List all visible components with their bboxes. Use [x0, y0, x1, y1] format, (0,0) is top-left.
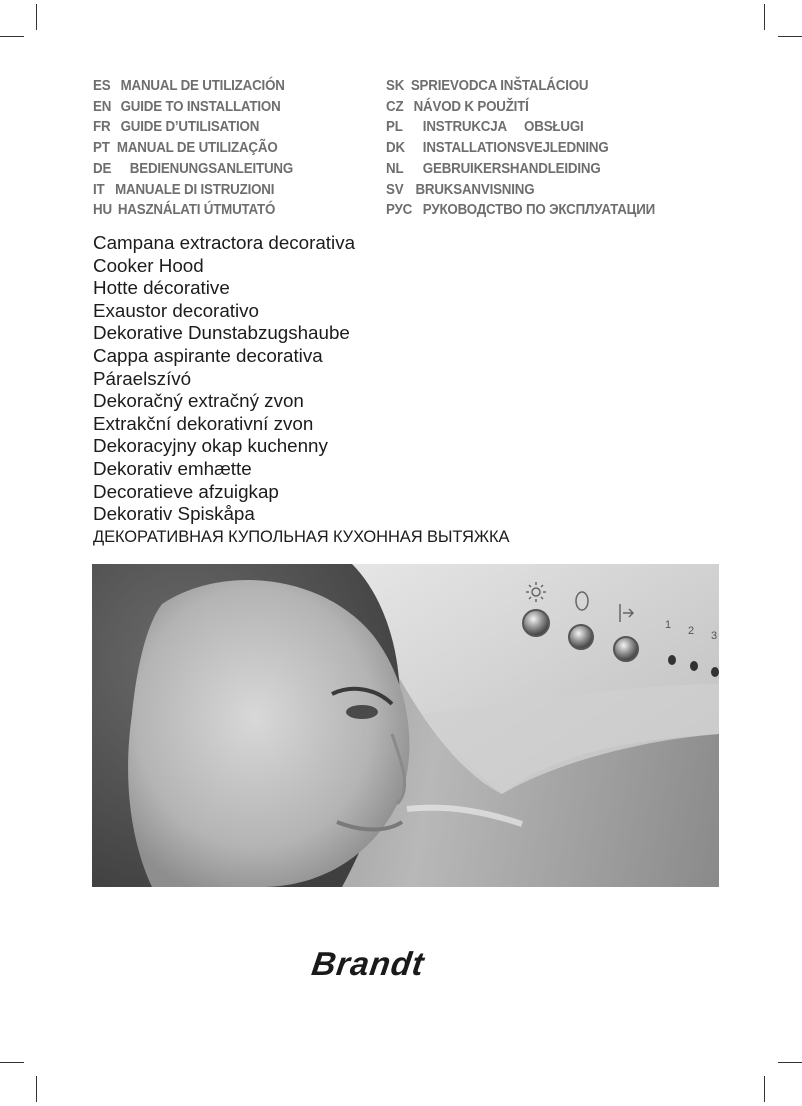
product-title: Campana extractora decorativa	[93, 232, 356, 253]
language-entry: IT MANUALE DI ISTRUZIONI	[93, 181, 275, 198]
product-title: Dekorativ Spiskåpa	[93, 503, 255, 525]
cover-photo	[92, 564, 719, 887]
product-title: Páraelszívó	[93, 367, 192, 389]
product-title: Cooker Hood	[93, 254, 204, 276]
language-entry: DE BEDIENUNGSANLEITUNG	[93, 160, 294, 177]
speed-label-1: 1	[665, 619, 672, 631]
language-entry: ES MANUAL DE UTILIZACIÓN	[93, 78, 285, 94]
brand-logo: Brandt	[309, 945, 428, 982]
crop-mark	[764, 4, 765, 30]
product-title: Dekorative Dunstabzugshaube	[93, 322, 350, 344]
power-button	[569, 625, 593, 649]
product-title: Exaustor decorativo	[93, 299, 259, 321]
language-list-left	[93, 76, 310, 221]
crop-mark	[36, 4, 37, 30]
product-title: Decoratieve afzuigkap	[93, 480, 279, 502]
language-list-right	[386, 76, 678, 221]
language-entry: DK INSTALLATIONSVEJLEDNING	[386, 140, 609, 157]
speed-button	[614, 637, 638, 661]
product-title: Dekoracyjny okap kuchenny	[93, 435, 328, 457]
led-indicator	[711, 667, 719, 677]
crop-mark	[0, 36, 24, 37]
eye	[346, 705, 378, 719]
language-entry: РУС РУКОВОДСТВО ПО ЭКСПЛУАТАЦИИ	[386, 202, 656, 219]
language-entry: NL GEBRUIKERSHANDLEIDING	[386, 160, 601, 177]
speed-label-2: 2	[688, 625, 695, 637]
language-entry: SK SPRIEVODCA INŠTALÁCIOU	[386, 78, 589, 94]
crop-mark	[778, 1062, 802, 1063]
language-entry: EN GUIDE TO INSTALLATION	[93, 98, 281, 115]
language-entry: CZ NÁVOD K POUŽITÍ	[386, 98, 529, 115]
product-title: Dekoračný extračný zvon	[93, 390, 304, 412]
speed-label-3: 3	[711, 630, 718, 642]
crop-mark	[764, 1076, 765, 1102]
product-title: Cappa aspirante decorativa	[93, 344, 323, 366]
crop-mark	[778, 36, 802, 37]
product-title: Dekorativ emhætte	[93, 457, 252, 479]
crop-mark	[36, 1076, 37, 1102]
led-indicator	[668, 655, 676, 665]
cover-photo-illustration	[92, 564, 719, 887]
product-title: ДЕКОРАТИВНАЯ КУПОЛЬНАЯ КУХОННАЯ ВЫТЯЖКА	[93, 527, 510, 546]
language-entry: FR GUIDE D’UTILISATION	[93, 119, 260, 136]
crop-mark	[0, 1062, 24, 1063]
language-entry: SV BRUKSANVISNING	[386, 181, 535, 198]
language-entry: HU HASZNÁLATI ÚTMUTATÓ	[93, 202, 276, 219]
product-title-list	[93, 232, 509, 548]
product-title: Extrakční dekorativní zvon	[93, 412, 314, 434]
language-entry: PL INSTRUKCJA OBSŁUGI	[386, 119, 584, 136]
product-title: Hotte décorative	[93, 277, 230, 299]
language-entry: PT MANUAL DE UTILIZAÇÃO	[93, 140, 278, 157]
led-indicator	[690, 661, 698, 671]
light-button	[523, 610, 549, 636]
